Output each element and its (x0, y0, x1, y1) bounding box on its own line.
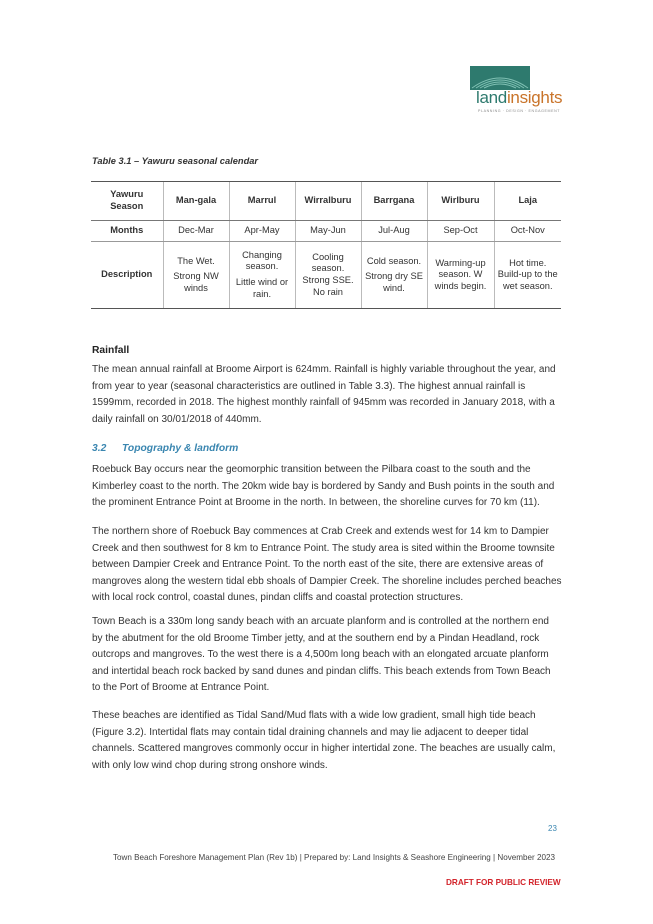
season-header: Marrul (229, 182, 295, 221)
land-insights-logo (466, 66, 562, 118)
paragraph: Town Beach is a 330m long sandy beach with an arcuate planform and is controlled at the northern end by the abutment for the old Broome Timber jetty, and at the southern end by a Pindan Headland, rock outcrops and mangroves. To the west there is a 4,500m long beach with an elongated arcuate planform and intertidal beach rock backed by sand dunes and pindan cliffs. This beach extends from Town Beach to the Port of Broome at Entrance Point. (92, 616, 551, 693)
months-label: Months (91, 221, 163, 242)
description-cell: Cold season. Strong dry SE wind. (361, 242, 427, 309)
months-cell: Sep-Oct (427, 221, 494, 242)
season-header: Wirralburu (295, 182, 361, 221)
description-row (91, 242, 561, 309)
paragraph: The northern shore of Roebuck Bay commences at Crab Creek and extends west for 14 km to Dampier Creek and then southwest for 8 km to Entrance Point. The study area is sited within the Broome townsite between Dampier Creek and Entrance Point. To the north east of the site, there are extensive areas of mangroves along the western tidal ebb shoals of Dampier Creek. The shoreline includes perched beaches with local rock control, coastal dunes, pindan cliffs and coastal protection structures. (92, 526, 562, 603)
header-label-cell: Yawuru Season (91, 182, 163, 221)
months-row (91, 221, 561, 242)
table-caption: Table 3.1 – Yawuru seasonal calendar (92, 156, 259, 166)
description-cell: Changing season. Little wind or rain. (229, 242, 295, 309)
section-heading (92, 443, 238, 454)
rainfall-heading: Rainfall (92, 345, 130, 356)
yawuru-seasonal-table (91, 181, 561, 309)
paragraph: These beaches are identified as Tidal Sand/Mud flats with a wide low gradient, small high tide beach (Figure 3.2). Intertidal flats may contain tidal draining channels and may lie adjacent to deeper tidal channels. Scattered mangroves commonly occur in higher intertidal zone. The beaches are usually calm, with only low wind chop during strong onshore winds. (92, 710, 556, 771)
season-header: Barrgana (361, 182, 427, 221)
section-title: Topography & landform (122, 443, 239, 454)
page-number: 23 (548, 824, 557, 833)
description-cell: The Wet. Strong NW winds (163, 242, 229, 309)
logo-mark-icon (470, 66, 530, 90)
description-cell: Hot time. Build-up to the wet season. (494, 242, 561, 309)
months-cell: Apr-May (229, 221, 295, 242)
season-header: Wirlburu (427, 182, 494, 221)
rainfall-paragraph: The mean annual rainfall at Broome Airport is 624mm. Rainfall is highly variable throughout the year, and from year to year (seasonal characteristics are outlined in Table 3.3). The highest annual rainfall is 1599mm, recorded in 2018. The highest monthly rainfall of 945mm was recorded in January 2018, with a daily rainfall on 30/01/2018 of 440mm. (92, 364, 556, 425)
paragraph: Roebuck Bay occurs near the geomorphic transition between the Pilbara coast to the south and the Kimberley coast to the north. The 20km wide bay is bordered by Sandy and Bush points in the south and the prominent Entrance Point at Broome in the north. In between, the shoreline curves for 70 km (11). (92, 464, 555, 508)
months-cell: Jul-Aug (361, 221, 427, 242)
season-header: Laja (494, 182, 561, 221)
description-cell: Warming-up season. W winds begin. (427, 242, 494, 309)
season-header: Man-gala (163, 182, 229, 221)
months-cell: Dec-Mar (163, 221, 229, 242)
logo-tagline: PLANNING · DESIGN · ENGAGEMENT (478, 109, 561, 113)
section-number: 3.2 (92, 443, 107, 454)
draft-label: DRAFT FOR PUBLIC REVIEW (446, 878, 561, 887)
description-label: Description (91, 242, 163, 309)
months-cell: May-Jun (295, 221, 361, 242)
footer-text: Town Beach Foreshore Management Plan (Rev 1b) | Prepared by: Land Insights & Seashore Engineering | November 2023 (113, 853, 555, 862)
logo-wordmark: landinsights (476, 88, 563, 107)
table-header-row (91, 182, 561, 221)
months-cell: Oct-Nov (494, 221, 561, 242)
description-cell: Cooling season. Strong SSE. No rain (295, 242, 361, 309)
